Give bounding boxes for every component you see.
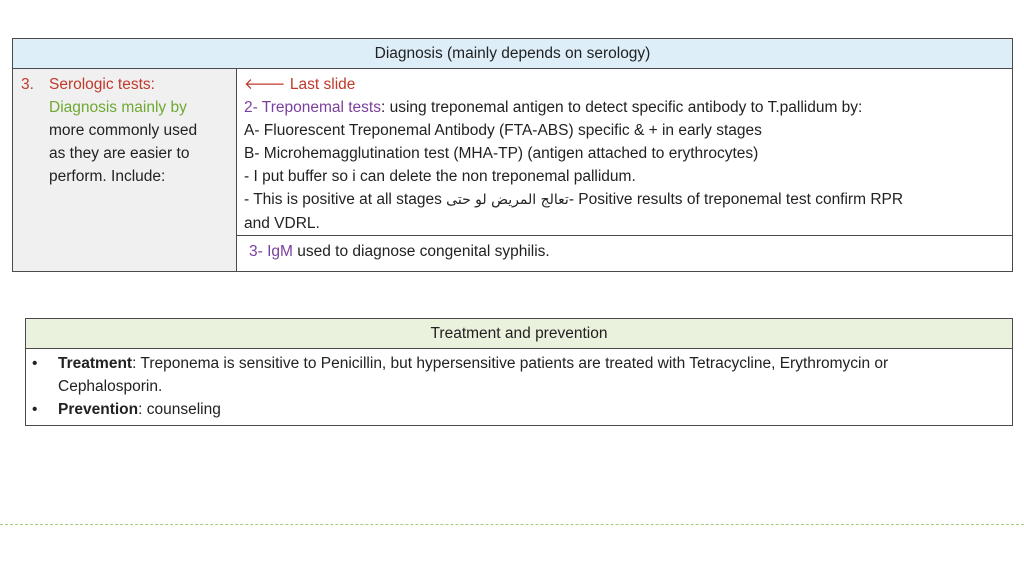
arabic-note: تعالج المريض لو حتى — [446, 192, 569, 208]
serologic-title: Serologic tests: — [49, 76, 155, 93]
treatment-bullet-item — [32, 352, 1004, 398]
treponemal-column — [237, 69, 1012, 271]
left-line-5: perform. Include: — [49, 168, 166, 185]
prevention-text — [58, 398, 221, 421]
treatment-label: Treatment — [58, 355, 133, 372]
left-line-2: Diagnosis mainly by — [49, 99, 187, 116]
last-slide-line — [244, 73, 1006, 96]
left-line-3: more commonly used — [49, 122, 198, 139]
igm-label: 3- IgM — [249, 243, 293, 260]
treponemal-line-5-b: - Positive results of treponemal test confirm RPR — [568, 191, 904, 208]
treatment-header: Treatment and prevention — [26, 319, 1012, 349]
serologic-tests-cell — [13, 69, 237, 271]
igm-text: used to diagnose congenital syphilis. — [292, 243, 550, 260]
diagnosis-table — [12, 38, 1013, 272]
diagnosis-body — [13, 69, 1012, 271]
bullet-icon: • — [32, 355, 38, 372]
treponemal-line-1-text: : using treponemal antigen to detect specific antibody to T.pallidum by: — [380, 99, 863, 116]
treponemal-line-4: - I put buffer so i can delete the non treponemal pallidum. — [244, 168, 636, 185]
treponemal-line-6: and VDRL. — [244, 215, 320, 232]
prevention-label: Prevention — [58, 401, 139, 418]
item-number: 3. — [21, 76, 34, 93]
left-line-4: as they are easier to — [49, 145, 190, 162]
prevention-detail: : counseling — [138, 401, 221, 418]
treponemal-line-5 — [244, 188, 1006, 212]
arrow-left-icon: 🡐 — [244, 76, 286, 93]
treatment-text — [58, 352, 888, 398]
diagnosis-header: Diagnosis (mainly depends on serology) — [13, 39, 1012, 69]
treponemal-line-3: B- Microhemagglutination test (MHA-TP) (antigen attached to erythrocytes) — [244, 145, 759, 162]
treponemal-line-1 — [244, 96, 1006, 119]
serologic-title-row — [21, 73, 230, 96]
treponemal-tests-cell — [237, 69, 1012, 236]
treponemal-tests-label: 2- Treponemal tests — [244, 99, 381, 116]
treponemal-line-5-a: - This is positive at all stages — [244, 191, 447, 208]
treatment-table — [25, 318, 1013, 426]
footer-divider — [0, 524, 1024, 525]
treatment-body — [26, 349, 1012, 421]
treatment-detail: : Treponema is sensitive to Penicillin, but hypersensitive patients are treated with Tetracycline, Erythromycin or — [132, 355, 889, 372]
bullet-icon: • — [32, 401, 38, 418]
treatment-detail-cont: Cephalosporin. — [58, 378, 163, 395]
treponemal-line-2: A- Fluorescent Treponemal Antibody (FTA-ABS) specific & + in early stages — [244, 122, 762, 139]
igm-cell — [237, 236, 1012, 271]
prevention-bullet-item — [32, 398, 1004, 421]
last-slide-label: Last slide — [289, 76, 356, 93]
